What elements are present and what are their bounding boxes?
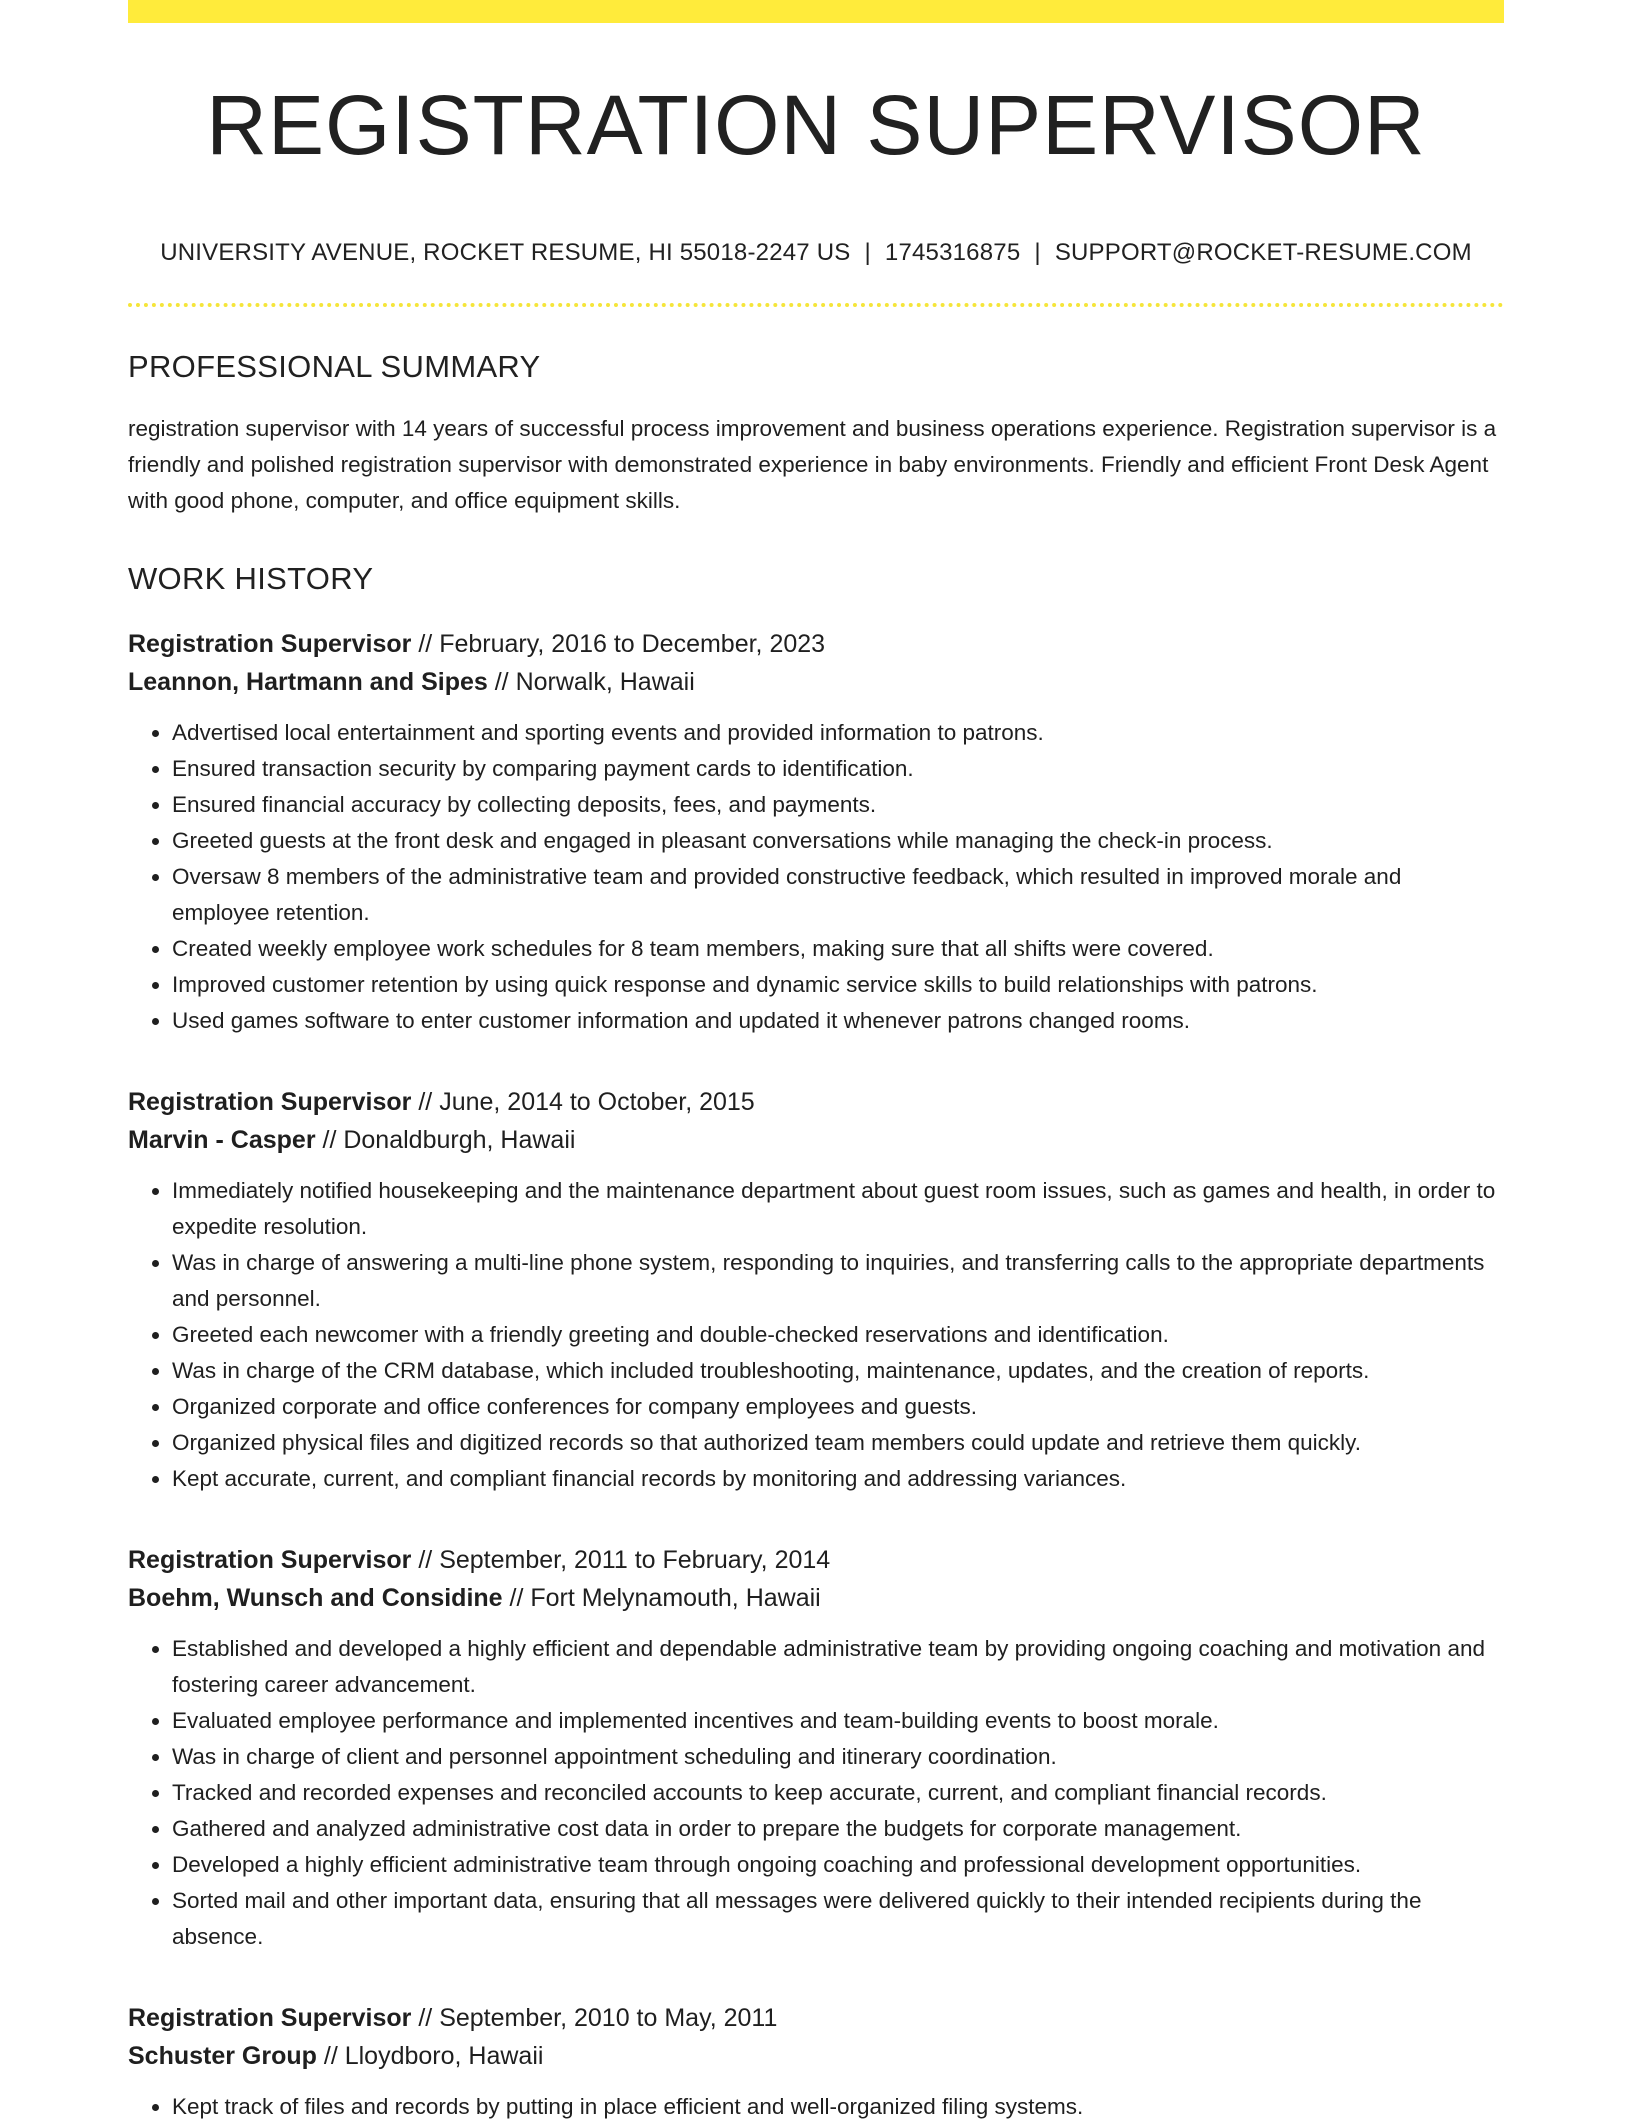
- contact-phone: 1745316875: [884, 239, 1021, 266]
- job-bullet-list: [128, 715, 1504, 1039]
- job-role: Registration Supervisor: [128, 1088, 412, 1116]
- contact-separator: |: [1034, 239, 1041, 266]
- job-company: Boehm, Wunsch and Considine: [128, 1584, 503, 1612]
- job-bullet: • Organized corporate and office conferences for company employees and guests.: [172, 1389, 1504, 1425]
- job-role: Registration Supervisor: [128, 2004, 412, 2032]
- job-bullet: • Created weekly employee work schedules for 8 team members, making sure that all shifts were covered.: [172, 931, 1504, 967]
- contact-separator: |: [864, 239, 871, 266]
- summary-text: registration supervisor with 14 years of successful process improvement and business operations experience. Registration supervisor is a friendly and polished registration supervisor with demonstrated experience in baby environments. Friendly and efficient Front Desk Agent with good phone, computer, and office equipment skills.: [128, 416, 1497, 513]
- job-bullet: • Established and developed a highly efficient and dependable administrative team by providing ongoing coaching and motivation and fostering career advancement.: [172, 1631, 1504, 1703]
- job-company-line: [128, 1121, 1504, 1159]
- job-company: Leannon, Hartmann and Sipes: [128, 668, 488, 696]
- section-title-work-history: WORK HISTORY: [128, 561, 374, 596]
- job-title-line: [128, 1083, 1504, 1121]
- job-location: // Fort Melynamouth, Hawaii: [502, 1584, 821, 1612]
- job-bullet: • Advertised local entertainment and sporting events and provided information to patrons.: [172, 715, 1504, 751]
- job-role: Registration Supervisor: [128, 1546, 412, 1574]
- job-title-line: [128, 1999, 1504, 2037]
- job-bullet: • Oversaw 8 members of the administrative team and provided constructive feedback, which resulted in improved morale and employee retention.: [172, 859, 1504, 931]
- job-bullet: • Greeted each newcomer with a friendly greeting and double-checked reservations and identification.: [172, 1317, 1504, 1353]
- resume-page: [128, 0, 1504, 2125]
- job-bullet: • Ensured financial accuracy by collecting deposits, fees, and payments.: [172, 787, 1504, 823]
- job-entry: [128, 1541, 1504, 1955]
- job-dates: // June, 2014 to October, 2015: [411, 1088, 755, 1116]
- job-company-line: [128, 663, 1504, 701]
- job-role: Registration Supervisor: [128, 630, 412, 658]
- job-bullet-list: [128, 1173, 1504, 1497]
- job-title-line: [128, 1541, 1504, 1579]
- job-bullet: • Was in charge of answering a multi-line phone system, responding to inquiries, and transferring calls to the appropriate departments and personnel.: [172, 1245, 1504, 1317]
- job-bullet: • Used games software to enter customer information and updated it whenever patrons changed rooms.: [172, 1003, 1504, 1039]
- job-bullet: • Was in charge of client and personnel appointment scheduling and itinerary coordination.: [172, 1739, 1504, 1775]
- job-bullet: • Organized physical files and digitized records so that authorized team members could update and retrieve them quickly.: [172, 1425, 1504, 1461]
- contact-email: SUPPORT@ROCKET-RESUME.COM: [1054, 239, 1472, 266]
- job-bullet: • Sorted mail and other important data, ensuring that all messages were delivered quickly to their intended recipients during the absence.: [172, 1883, 1504, 1955]
- resume-name: REGISTRATION SUPERVISOR: [206, 78, 1426, 172]
- job-bullet: • Kept track of files and records by putting in place efficient and well-organized filing systems.: [172, 2089, 1504, 2125]
- job-entry: [128, 1083, 1504, 1497]
- contact-address: UNIVERSITY AVENUE, ROCKET RESUME, HI 55018-2247 US: [160, 239, 851, 266]
- job-company-line: [128, 2037, 1504, 2075]
- job-bullet: • Kept accurate, current, and compliant financial records by monitoring and addressing variances.: [172, 1461, 1504, 1497]
- job-bullet: • Ensured transaction security by comparing payment cards to identification.: [172, 751, 1504, 787]
- job-title-line: [128, 625, 1504, 663]
- job-dates: // September, 2010 to May, 2011: [411, 2004, 778, 2032]
- job-company: Marvin - Casper: [128, 1126, 316, 1154]
- job-bullet: • Evaluated employee performance and implemented incentives and team-building events to boost morale.: [172, 1703, 1504, 1739]
- job-bullet-list: [128, 1631, 1504, 1955]
- job-entry: [128, 1999, 1504, 2125]
- top-accent-bar: [128, 0, 1504, 23]
- job-dates: // February, 2016 to December, 2023: [411, 630, 826, 658]
- job-location: // Norwalk, Hawaii: [487, 668, 695, 696]
- job-bullet: • Developed a highly efficient administrative team through ongoing coaching and professional development opportunities.: [172, 1847, 1504, 1883]
- job-bullet: • Tracked and recorded expenses and reconciled accounts to keep accurate, current, and compliant financial records.: [172, 1775, 1504, 1811]
- job-location: // Donaldburgh, Hawaii: [315, 1126, 576, 1154]
- job-bullet: • Was in charge of the CRM database, which included troubleshooting, maintenance, updates, and the creation of reports.: [172, 1353, 1504, 1389]
- job-location: // Lloydboro, Hawaii: [316, 2042, 544, 2070]
- section-title-summary: PROFESSIONAL SUMMARY: [128, 349, 541, 384]
- job-bullet: • Greeted guests at the front desk and engaged in pleasant conversations while managing the check-in process.: [172, 823, 1504, 859]
- job-company-line: [128, 1579, 1504, 1617]
- job-bullet-list: [128, 2089, 1504, 2125]
- job-dates: // September, 2011 to February, 2014: [411, 1546, 831, 1574]
- job-company: Schuster Group: [128, 2042, 317, 2070]
- work-history-list: [128, 625, 1504, 2125]
- job-bullet: • Improved customer retention by using quick response and dynamic service skills to build relationships with patrons.: [172, 967, 1504, 1003]
- job-entry: [128, 625, 1504, 1039]
- dotted-divider: [128, 303, 1504, 307]
- job-bullet: • Gathered and analyzed administrative cost data in order to prepare the budgets for corporate management.: [172, 1811, 1504, 1847]
- job-bullet: • Immediately notified housekeeping and the maintenance department about guest room issues, such as games and health, in order to expedite resolution.: [172, 1173, 1504, 1245]
- contact-line: [128, 239, 1504, 267]
